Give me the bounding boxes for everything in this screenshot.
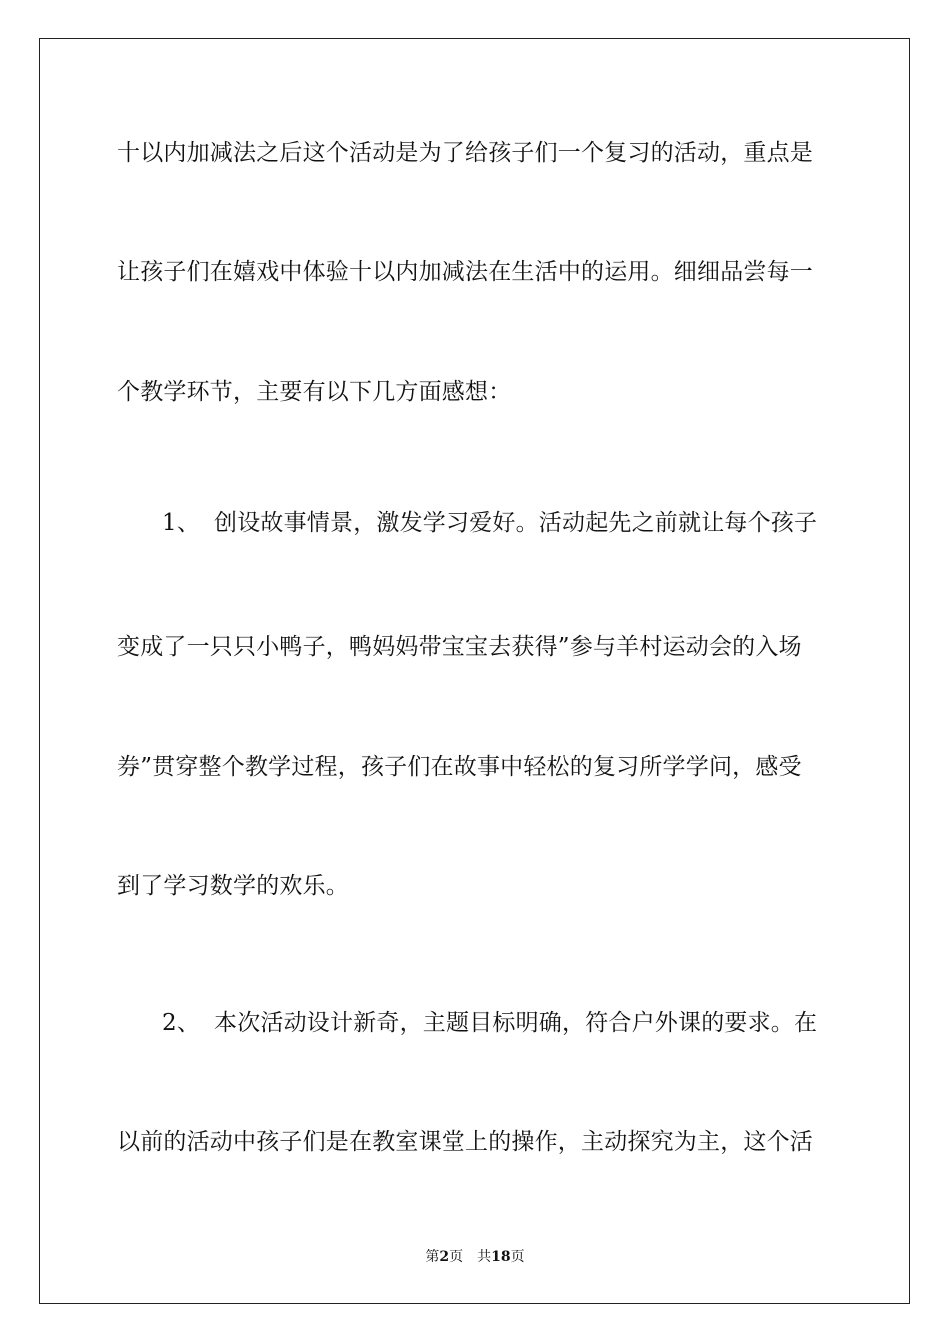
item-2-text: 本次活动设计新奇，主题目标明确，符合户外课的要求。在 <box>214 1010 818 1036</box>
item-2-number: 2、 <box>162 1010 201 1036</box>
page-number: 2 <box>439 1249 450 1265</box>
item-1-text: 创设故事情景，激发学习爱好。活动起先之前就让每个孩子 <box>214 510 818 536</box>
item-2-line-2: 以前的活动中孩子们是在教室课堂上的操作，主动探究为主，这个活 <box>117 1129 813 1155</box>
item-2-first-line <box>162 1008 837 1038</box>
item-1-line-4: 到了学习数学的欢乐。 <box>117 873 349 899</box>
total-pages: 18 <box>491 1249 511 1265</box>
total-suffix: 页 <box>510 1249 525 1265</box>
body-line-2: 让孩子们在嬉戏中体验十以内加减法在生活中的运用。细细品尝每一 <box>117 259 813 285</box>
item-1-number: 1、 <box>162 510 201 536</box>
page-suffix: 页 <box>449 1249 464 1265</box>
page-border <box>39 38 910 1304</box>
item-1-first-line <box>162 508 837 538</box>
item-1-line-3: 券”贯穿整个教学过程，孩子们在故事中轻松的复习所学学问，感受 <box>117 754 802 780</box>
total-prefix: 共 <box>477 1249 492 1265</box>
page-prefix: 第 <box>425 1249 440 1265</box>
body-line-1: 十以内加减法之后这个活动是为了给孩子们一个复习的活动，重点是 <box>117 140 813 166</box>
item-1-line-2: 变成了一只只小鸭子，鸭妈妈带宝宝去获得”参与羊村运动会的入场 <box>117 634 802 660</box>
page-footer <box>0 1248 950 1266</box>
body-line-3: 个教学环节，主要有以下几方面感想： <box>117 379 512 405</box>
